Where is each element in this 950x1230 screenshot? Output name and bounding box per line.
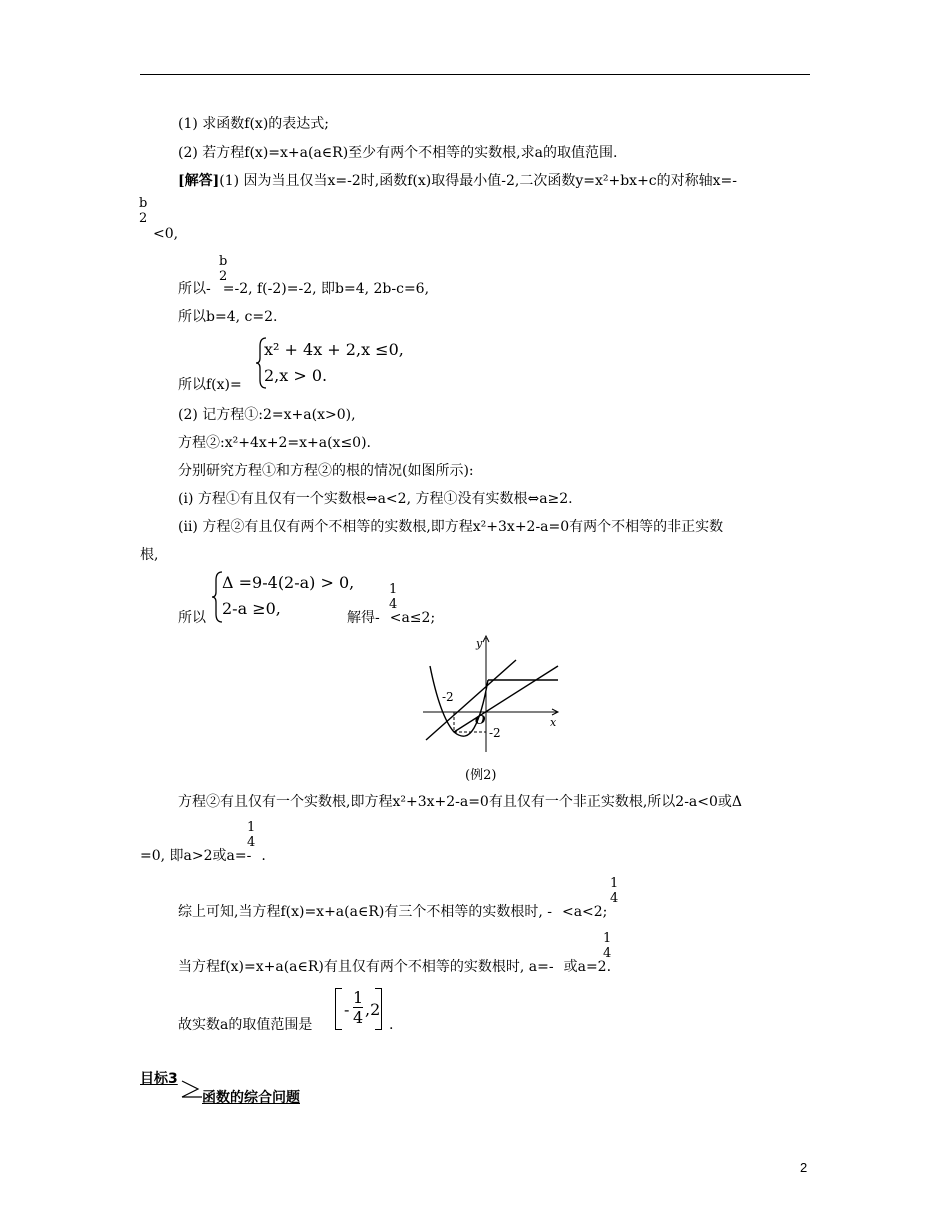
- solution-line-2: [178, 279, 429, 299]
- solution-text-12a: =0, 即a>2或a=-: [140, 848, 252, 864]
- neg2-x-label: -2: [442, 690, 454, 704]
- solve-prefix: 解得-: [347, 610, 380, 626]
- solution-text-2b: =-2, f(-2)=-2, 即b=4, 2b-c=6,: [222, 281, 430, 297]
- fraction-den: 4: [353, 1008, 364, 1027]
- fraction-num: 1: [610, 876, 619, 891]
- goal-label: [140, 1068, 178, 1088]
- goal-arrow-icon: [180, 1077, 204, 1103]
- solution-text-15b: .: [389, 1017, 394, 1033]
- solution-text-14a: 当方程f(x)=x+a(a∈R)有且仅有两个不相等的实数根时, a=-: [178, 959, 554, 975]
- solution-line-11: 方程②有且仅有一个实数根,即方程x²+3x+2-a=0有且仅有一个非正实数根,所以2-a<0或Δ: [178, 794, 743, 810]
- solution-text-1b: <0,: [153, 226, 179, 242]
- solution-line-14: [178, 957, 611, 977]
- system-line-1: Δ =9-4(2-a) > 0,: [222, 573, 355, 592]
- goal-label-text: 目标3: [140, 1071, 178, 1087]
- interval-neg: -: [344, 1000, 350, 1019]
- fraction-den: 2: [219, 269, 228, 284]
- y-label: y: [476, 637, 483, 650]
- solution-line-4: 所以f(x)=: [178, 377, 242, 393]
- fraction-one-quarter-3: [610, 876, 618, 906]
- interval-left-bracket: [335, 988, 342, 1030]
- interval-right-bracket: [375, 988, 382, 1030]
- solve-rest: <a≤2;: [389, 610, 436, 626]
- fraction-b-over-2-second: [219, 254, 227, 284]
- solution-line-13: [178, 902, 607, 922]
- fraction-num: b: [139, 196, 148, 211]
- figure-caption: (例2): [465, 768, 497, 783]
- x-label: x: [550, 716, 557, 729]
- origin-label: O: [475, 713, 486, 727]
- question-2: (2) 若方程f(x)=x+a(a∈R)至少有两个不相等的实数根,求a的取值范围.: [178, 145, 618, 161]
- line-y-x-plus-a-upper: [426, 660, 516, 740]
- page-number: 2: [800, 1160, 808, 1175]
- solution-line-8: (ⅰ) 方程①有且仅有一个实数根⇔a<2, 方程①没有实数根⇔a≥2.: [178, 491, 573, 507]
- solution-line-5: (2) 记方程①:2=x+a(x>0),: [178, 407, 356, 423]
- fraction-b-over-2: [139, 196, 147, 226]
- fraction-num: 1: [389, 582, 398, 597]
- solution-line-6: 方程②:x²+4x+2=x+a(x≤0).: [178, 435, 372, 451]
- fraction-one-quarter: [389, 582, 397, 612]
- fraction-den: 2: [139, 211, 148, 226]
- question-1: (1) 求函数f(x)的表达式;: [178, 116, 329, 132]
- solution-line-10: 根,: [140, 547, 159, 563]
- piece-2: 2,x > 0.: [264, 366, 328, 385]
- system-prefix: 所以: [178, 610, 206, 626]
- solution-text-13b: <a<2;: [561, 904, 608, 920]
- fraction-den: 4: [389, 597, 398, 612]
- header-rule: [140, 74, 810, 75]
- solution-line-1: [178, 171, 737, 191]
- fraction-num: 1: [247, 820, 256, 835]
- fraction-num: 1: [353, 988, 364, 1007]
- system-line-2: 2-a ≥0,: [222, 599, 281, 618]
- solution-text-13a: 综上可知,当方程f(x)=x+a(a∈R)有三个不相等的实数根时, -: [178, 904, 552, 920]
- fraction-one-quarter-4: [603, 931, 611, 961]
- solution-text-12b: .: [261, 848, 266, 864]
- neg2-y-label: -2: [489, 726, 501, 740]
- solution-line-15: 故实数a的取值范围是: [178, 1017, 313, 1033]
- fraction-num: 1: [603, 931, 612, 946]
- solution-line-7: 分别研究方程①和方程②的根的情况(如图所示):: [178, 463, 474, 479]
- solution-text-1: (1) 因为当且仅当x=-2时,函数f(x)取得最小值-2,二次函数y=x²+bx+c的对称轴x=-: [219, 173, 737, 189]
- solution-tag: [解答]: [178, 173, 220, 189]
- interval-two: ,2: [365, 1000, 381, 1019]
- interval-fraction: [353, 988, 363, 1027]
- solution-line-9: (ⅱ) 方程②有且仅有两个不相等的实数根,即方程x²+3x+2-a=0有两个不相等的非正实数: [178, 519, 724, 535]
- piece-1: x² + 4x + 2,x ≤0,: [264, 340, 404, 359]
- solution-text-14b: 或a=2.: [563, 959, 612, 975]
- fraction-one-quarter-2: [247, 820, 255, 850]
- fraction-den: 4: [247, 835, 256, 850]
- solution-line-3: 所以b=4, c=2.: [178, 309, 278, 325]
- fraction-den: 4: [603, 946, 612, 961]
- fraction-den: 4: [610, 891, 619, 906]
- solution-text-2a: 所以-: [178, 281, 211, 297]
- line-y-x-plus-a-lower: [454, 666, 558, 732]
- goal-title: 函数的综合问题: [202, 1090, 300, 1106]
- fraction-num: b: [219, 254, 228, 269]
- function-graph: [418, 632, 568, 754]
